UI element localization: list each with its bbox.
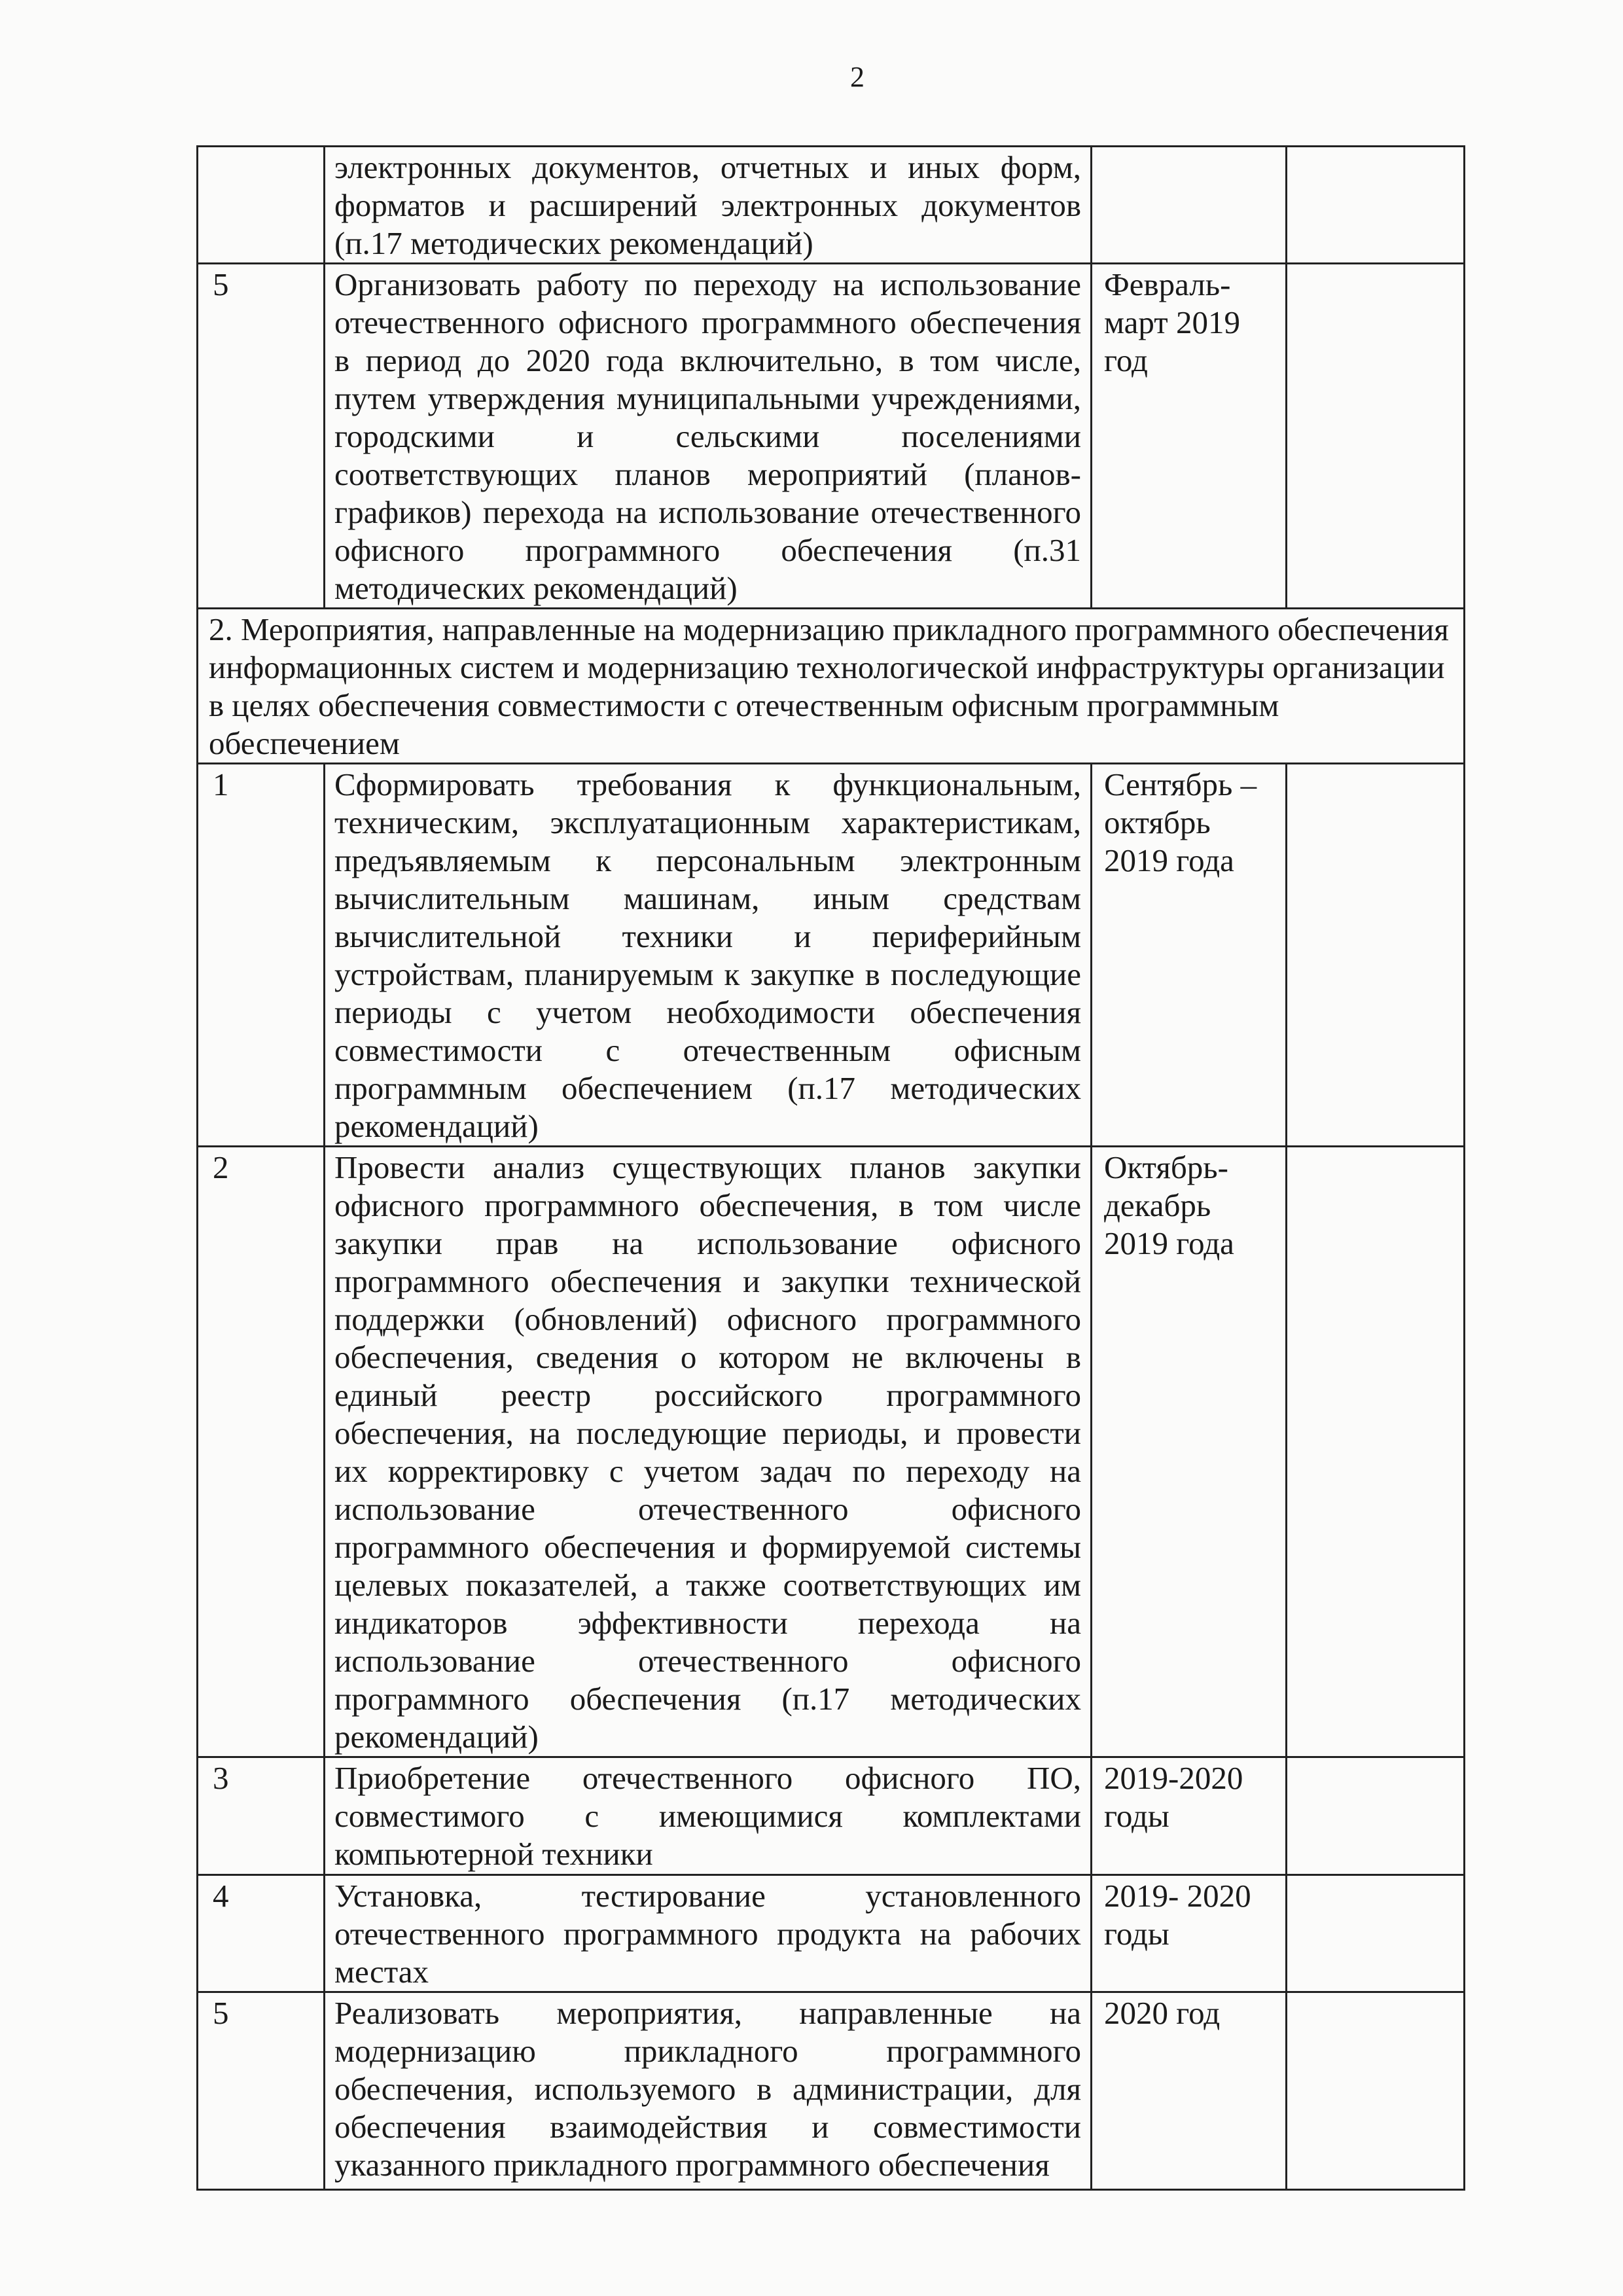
measure-term: 2019-2020 годы [1092, 1757, 1287, 1875]
row-number: 4 [198, 1875, 325, 1992]
row-number: 2 [198, 1147, 325, 1757]
measure-term: Сентябрь – октябрь 2019 года [1092, 764, 1287, 1147]
measure-text: Организовать работу по переходу на использование отечественного офисного программного обеспечения в период до 2020 года включительно, в том числе, путем утверждения муниципальными учреждениями, городскими и сельскими поселениями соответствующих планов мероприятий (планов-графиков) перехода на использование отечественного офисного программного обеспечения (п.31 методических рекомендаций) [325, 264, 1092, 609]
measure-text: Установка, тестирование установленного отечественного программного продукта на рабочих местах [325, 1875, 1092, 1992]
measures-table [196, 145, 1465, 2191]
measure-text: Реализовать мероприятия, направленные на модернизацию прикладного программного обеспечения, используемого в администрации, для обеспечения взаимодействия и совместимости указанного прикладного программного обеспечения [325, 1992, 1092, 2190]
table-row [198, 264, 1465, 609]
measure-term: 2020 год [1092, 1992, 1287, 2190]
extra-cell [1287, 1992, 1465, 2190]
section-heading: 2. Мероприятия, направленные на модернизацию прикладного программного обеспечения информационных систем и модернизацию технологической инфраструктуры организации в целях обеспечения совместимости с отечественным офисным программным обеспечением [198, 609, 1465, 764]
extra-cell [1287, 1147, 1465, 1757]
measure-text: Приобретение отечественного офисного ПО, совместимого с имеющимися комплектами компьютерной техники [325, 1757, 1092, 1875]
extra-cell [1287, 147, 1465, 264]
section-row [198, 609, 1465, 764]
row-number: 1 [198, 764, 325, 1147]
measure-term: 2019- 2020 годы [1092, 1875, 1287, 1992]
table-row [198, 764, 1465, 1147]
table-row [198, 1992, 1465, 2190]
table-row [198, 147, 1465, 264]
extra-cell [1287, 1757, 1465, 1875]
row-number: 5 [198, 1992, 325, 2190]
extra-cell [1287, 1875, 1465, 1992]
page-number: 2 [850, 61, 865, 93]
measure-text: электронных документов, отчетных и иных форм, форматов и расширений электронных документов (п.17 методических рекомендаций) [325, 147, 1092, 264]
table-row [198, 1875, 1465, 1992]
table-row [198, 1757, 1465, 1875]
row-number: 5 [198, 264, 325, 609]
measure-term [1092, 147, 1287, 264]
extra-cell [1287, 264, 1465, 609]
measure-term: Октябрь-декабрь 2019 года [1092, 1147, 1287, 1757]
measure-term: Февраль-март 2019 год [1092, 264, 1287, 609]
row-number [198, 147, 325, 264]
extra-cell [1287, 764, 1465, 1147]
measure-text: Провести анализ существующих планов закупки офисного программного обеспечения, в том числе закупки прав на использование офисного программного обеспечения и закупки технической поддержки (обновлений) офисного программного обеспечения, сведения о котором не включены в единый реестр российского программного обеспечения, на последующие периоды, и провести их корректировку с учетом задач по переходу на использование отечественного офисного программного обеспечения и формируемой системы целевых показателей, а также соответствующих им индикаторов эффективности перехода на использование отечественного офисного программного обеспечения (п.17 методических рекомендаций) [325, 1147, 1092, 1757]
row-number: 3 [198, 1757, 325, 1875]
measure-text: Сформировать требования к функциональным, техническим, эксплуатационным характеристикам, предъявляемым к персональным электронным вычислительным машинам, иным средствам вычислительной техники и периферийным устройствам, планируемым к закупке в последующие периоды с учетом необходимости обеспечения совместимости с отечественным офисным программным обеспечением (п.17 методических рекомендаций) [325, 764, 1092, 1147]
table-row [198, 1147, 1465, 1757]
